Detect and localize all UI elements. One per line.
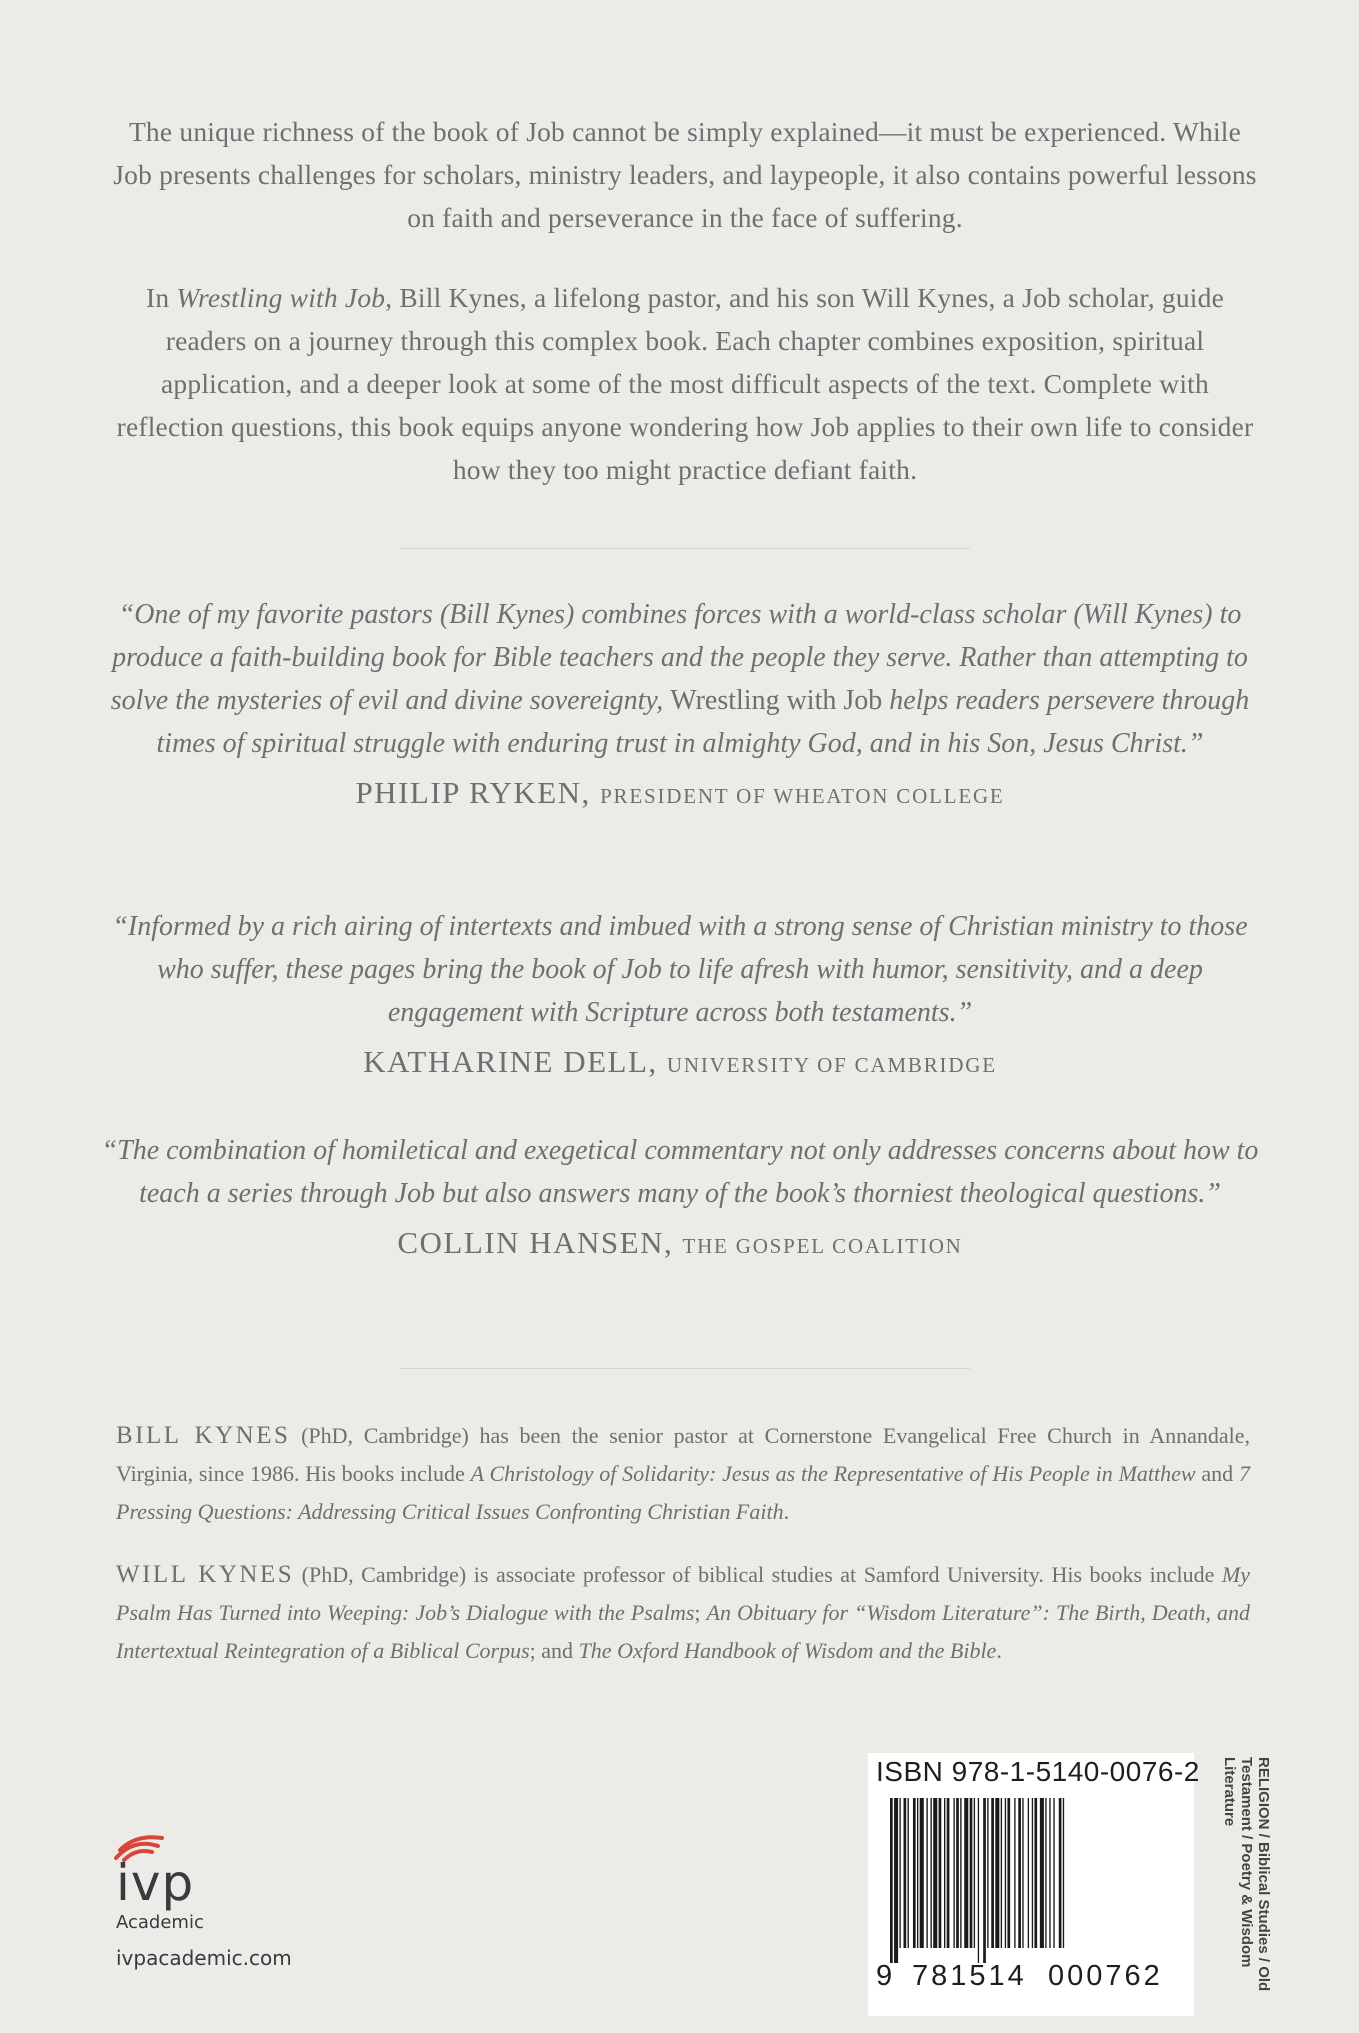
author-bio-will [116,1556,1250,1670]
endorser-affiliation: UNIVERSITY OF CAMBRIDGE [666,1053,997,1077]
barcode-bar [894,1798,898,1963]
blurb-text-2-start: In [146,282,177,313]
barcode-bar [1022,1798,1023,1948]
barcode-bar [947,1798,950,1948]
bio-text: (PhD, Cambridge) has been the senior pastor at Cornerstone Evangelical Free Church in Annandale, Virginia, since 1986. His books include [116,1423,1250,1486]
divider-rule [400,1368,970,1369]
barcode-bar [926,1798,927,1948]
bio-text: ; and [529,1638,579,1663]
barcode-bar [920,1798,924,1948]
bio-text: and [1195,1461,1239,1486]
bio-book-title: My Psalm Has Turned into Weeping: Job’s Dialogue with the Psalms [116,1562,1251,1625]
blurb-paragraph-1 [110,110,1260,239]
endorsement-ryken [100,593,1260,818]
barcode-bar [890,1798,893,1963]
barcode-bar [960,1798,961,1948]
bio-book-title: 7 Pressing Questions: Addressing Critical Issues Confronting Christian Faith [116,1461,1250,1524]
barcode-digits-left: 781514 [912,1960,1027,1992]
barcode-bar [1018,1798,1021,1948]
barcode-bar [1063,1798,1064,1948]
barcode-bar [1053,1798,1054,1948]
bio-book-title: An Obituary for “Wisdom Literature”: The Birth, Death, and Intertextual Reintegration of a Biblical Corpus [116,1600,1250,1663]
barcode-bar [978,1798,979,1963]
bio-text: (PhD, Cambridge) is associate professor of biblical studies at Samford University. His books include [294,1562,1222,1587]
bio-book-title: The Oxford Handbook of Wisdom and the Bible [578,1638,997,1663]
divider-rule [400,548,970,549]
barcode-bar [931,1798,932,1948]
endorsement-text-after: helps readers persevere through times of spiritual struggle with enduring trust in almighty God, and in his Son, Jesus Christ.” [156,685,1250,759]
barcode-bar [964,1798,968,1948]
author-name: WILL KYNES [116,1561,295,1588]
barcode-bar [933,1798,937,1948]
barcode-bar [1045,1798,1046,1948]
bio-book-title: A Christology of Solidarity: Jesus as the Representative of His People in Matthew [470,1461,1196,1486]
barcode-bar [995,1798,999,1948]
barcode-bar [974,1798,975,1948]
endorsement-book-title: Wrestling with Job [670,685,883,716]
publisher-imprint: Academic [116,1912,204,1933]
endorser-affiliation: THE GOSPEL COALITION [682,1234,963,1258]
barcode-bar [939,1798,942,1948]
publisher-logo: ivp [116,1854,195,1912]
barcode-bar [991,1798,994,1948]
barcode-digit-first: 9 [876,1960,896,1992]
endorsement-text: “Informed by a rich airing of intertexts and imbued with a strong sense of Christian ministry to those who suffer, these pages bring the book of Job to life afresh with humor, sensitivity, and a deep engagement with Scripture across both testaments.” [112,911,1248,1028]
author-bio-bill [116,1417,1250,1531]
bio-text: ; [694,1600,707,1625]
barcode-bar [908,1798,909,1948]
barcode-bar [899,1798,900,1948]
barcode-bar [1014,1798,1015,1948]
barcode-bar [904,1798,907,1948]
publisher-url: ivpacademic.com [116,1946,292,1970]
isbn-label: ISBN 978-1-5140-0076-2 [876,1756,1200,1787]
endorser-name: PHILIP RYKEN, [355,775,591,810]
bio-text: . [996,1638,1002,1663]
blurb-paragraph-2 [110,276,1260,491]
endorser-affiliation: PRESIDENT OF WHEATON COLLEGE [600,784,1005,808]
endorser-name: COLLIN HANSEN, [397,1225,674,1260]
barcode-icon [876,1798,1166,1963]
barcode-bar [956,1798,959,1948]
blurb-text-1: The unique richness of the book of Job cannot be simply explained—it must be experienced. While Job presents challenges for scholars, ministry leaders, and laypeople, it also contains powerful lessons on faith and perseverance in the face of suffering. [113,116,1257,233]
blurb-text-2-rest: , Bill Kynes, a lifelong pastor, and his son Will Kynes, a Job scholar, guide readers on a journey through this complex book. Each chapter combines exposition, spiritual application, and a deeper look at some of the most difficult aspects of the text. Complete with reflection questions, this book equips anyone wondering how Job applies to their own life to consider how they too might practice defiant faith. [116,282,1254,485]
author-name: BILL KYNES [116,1422,291,1449]
endorsement-attribution [100,1221,1260,1268]
barcode-bar [1005,1798,1006,1948]
endorsement-attribution [100,771,1260,818]
barcode-bar [917,1798,918,1948]
endorsement-text: “The combination of homiletical and exegetical commentary not only addresses concerns about how to teach a series through Job but also answers many of the book’s thorniest theological questions.” [101,1135,1259,1209]
endorser-name: KATHARINE DELL, [363,1044,658,1079]
barcode-bar [913,1798,916,1948]
barcode-bar [1040,1798,1044,1948]
barcode-bar [953,1798,954,1948]
barcode-bar [983,1798,986,1963]
barcode-bar [1032,1798,1033,1948]
barcode-digits-right: 000762 [1048,1960,1163,1992]
endorsement-hansen [100,1129,1260,1268]
barcode-bar [1059,1798,1062,1948]
barcode-bar [1034,1798,1037,1948]
barcode-bar [987,1798,988,1948]
barcode-bar [1007,1798,1010,1948]
endorsement-dell [100,905,1260,1087]
barcode-bar [970,1798,973,1948]
bio-text: . [783,1499,790,1524]
barcode-bar [944,1798,945,1948]
barcode-bar [1028,1798,1029,1948]
blurb-book-title: Wrestling with Job [176,282,386,313]
bisac-category: RELIGION / Biblical Studies / Old Testament / Poetry & Wisdom Literature [1221,1757,1272,1992]
barcode-bar [1001,1798,1002,1948]
endorsement-attribution [100,1040,1260,1087]
barcode-bar [1049,1798,1050,1948]
endorsement-text-before: “One of my favorite pastors (Bill Kynes) combines forces with a world-class scholar (Will Kynes) to produce a faith-building book for Bible teachers and the people they serve. Rather than attempting to solve the mysteries of evil and divine sovereignty, [110,599,1248,716]
